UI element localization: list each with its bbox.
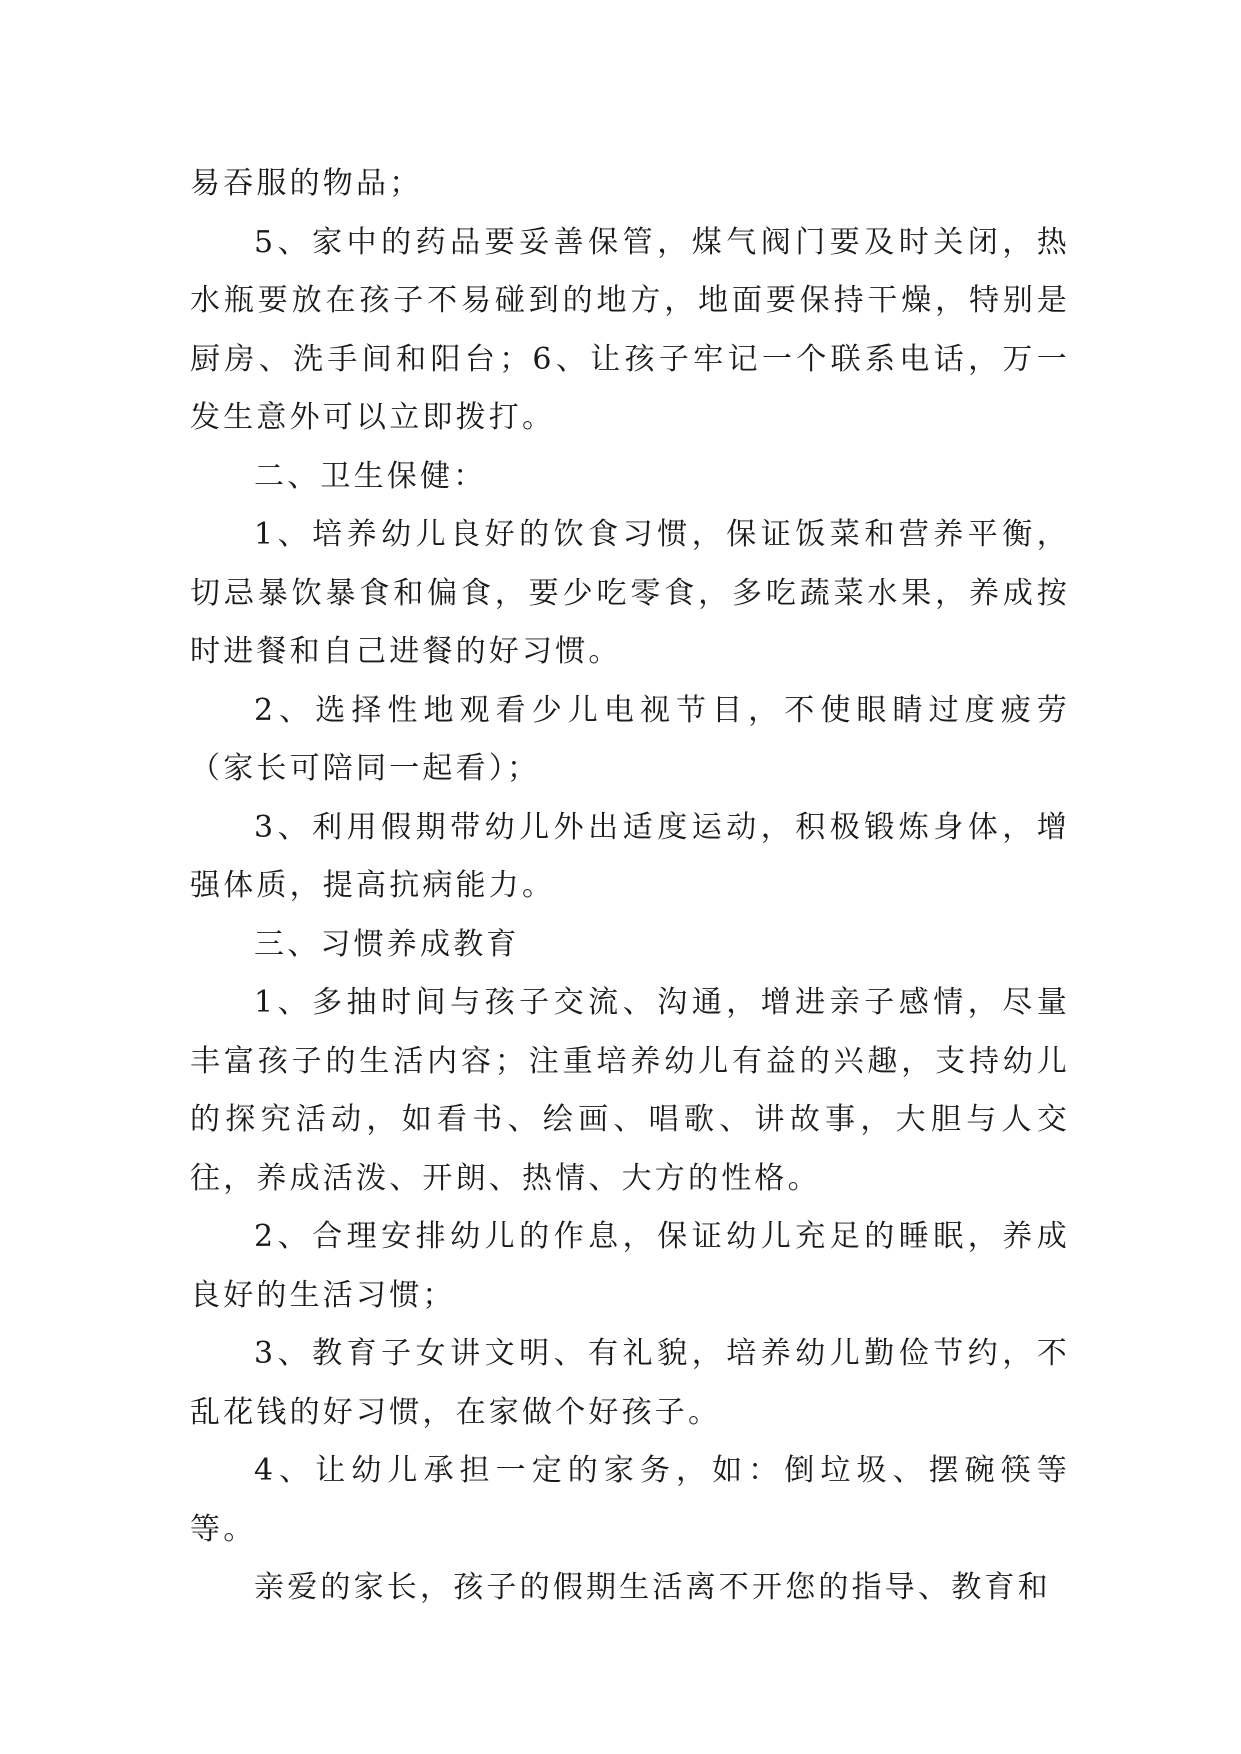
paragraph-hygiene-item-1: 1、培养幼儿良好的饮食习惯，保证饭菜和营养平衡，切忌暴饮暴食和偏食，要少吃零食，多吃蔬菜水果，养成按时进餐和自己进餐的好习惯。 (190, 517, 1070, 669)
paragraph-item-5: 5、家中的药品要妥善保管，煤气阀门要及时关闭，热水瓶要放在孩子不易碰到的地方，地面要保持干燥，特别是厨房、洗手间和阳台；6、让孩子牢记一个联系电话，万一发生意外可以立即拨打。 (190, 224, 1070, 435)
paragraph-continued: 易吞服的物品； (190, 166, 423, 201)
section-heading-habits: 三、习惯养成教育 (254, 926, 520, 962)
paragraph-hygiene-item-2: 2、选择性地观看少儿电视节目，不使眼睛过度疲劳（家长可陪同一起看）； (190, 692, 1070, 786)
paragraph-habits-item-1: 1、多抽时间与孩子交流、沟通，增进亲子感情，尽量丰富孩子的生活内容；注重培养幼儿有益的兴趣，支持幼儿的探究活动，如看书、绘画、唱歌、讲故事，大胆与人交往，养成活泼、开朗、热情、大方的性格。 (190, 985, 1070, 1196)
paragraph-habits-item-3: 3、教育子女讲文明、有礼貌，培养幼儿勤俭节约，不乱花钱的好习惯，在家做个好孩子。 (190, 1336, 1070, 1430)
paragraph-habits-item-4: 4、让幼儿承担一定的家务，如：倒垃圾、摆碗筷等等。 (190, 1453, 1070, 1547)
paragraph-closing: 亲爱的家长，孩子的假期生活离不开您的指导、教育和 (254, 1570, 1051, 1605)
paragraph-hygiene-item-3: 3、利用假期带幼儿外出适度运动，积极锻炼身体，增强体质，提高抗病能力。 (190, 809, 1070, 903)
document-body (190, 155, 1070, 1618)
paragraph-habits-item-2: 2、合理安排幼儿的作息，保证幼儿充足的睡眠，养成良好的生活习惯； (190, 1219, 1070, 1313)
section-heading-hygiene: 二、卫生保健： (254, 458, 487, 494)
